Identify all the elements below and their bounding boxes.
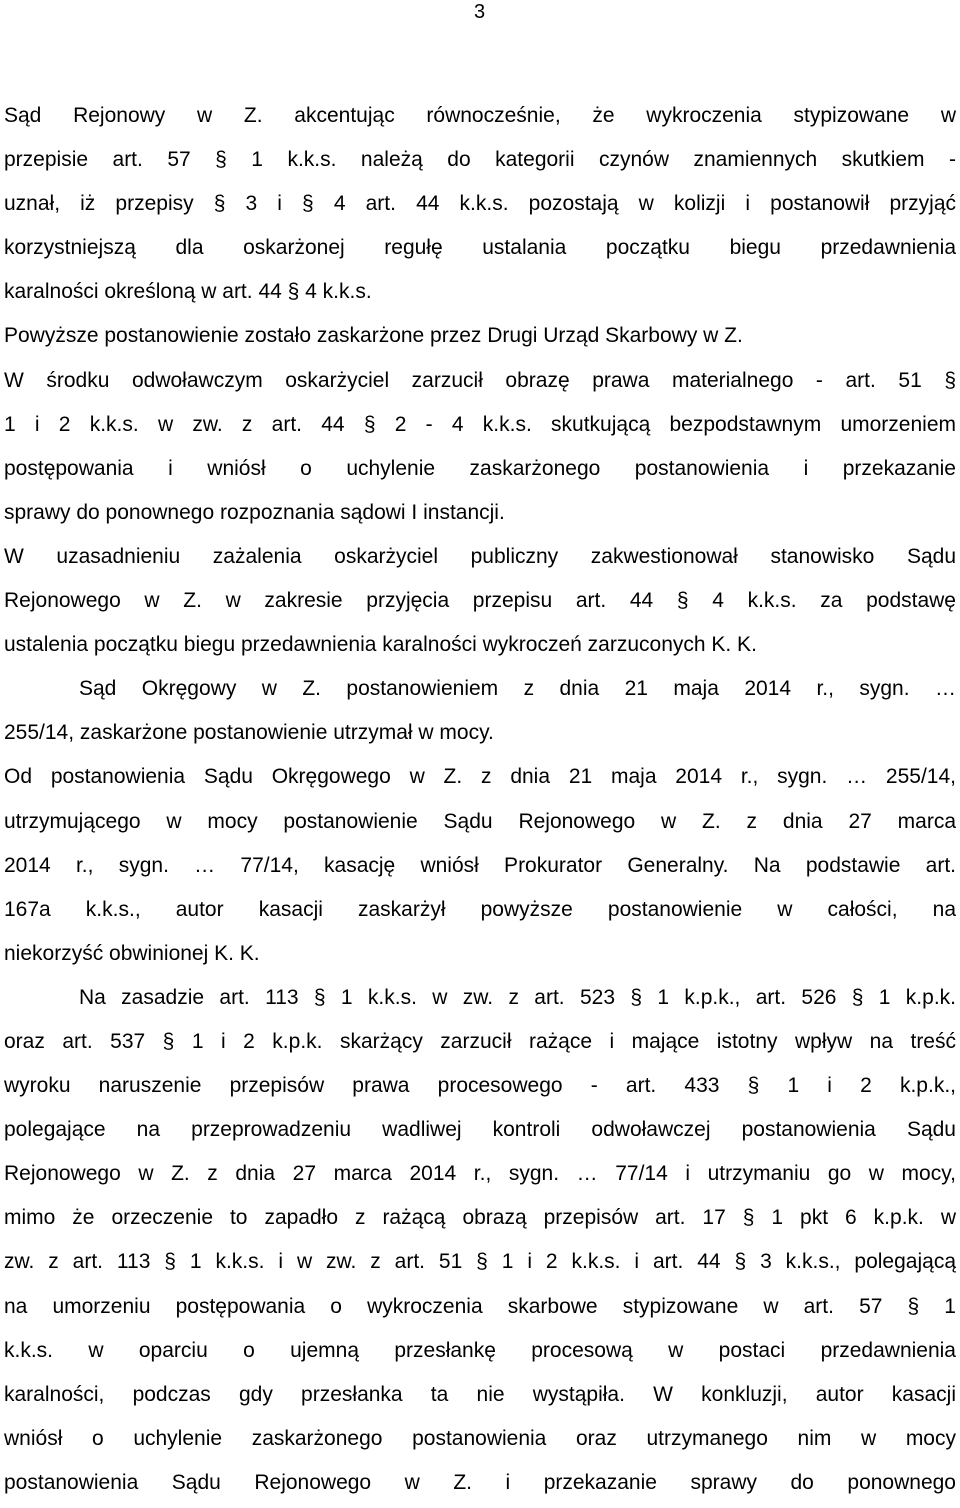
text-line: Powyższe postanowienie zostało zaskarżone przez Drugi Urząd Skarbowy w Z. <box>4 324 743 348</box>
text-line: Rejonowego w Z. z dnia 27 marca 2014 r., sygn. … 77/14 i utrzymaniu go w mocy, <box>4 1162 956 1186</box>
text-line: Na zasadzie art. 113 § 1 k.k.s. w zw. z art. 523 § 1 k.p.k., art. 526 § 1 k.p.k. <box>79 985 956 1009</box>
text-line: Od postanowienia Sądu Okręgowego w Z. z dnia 21 maja 2014 r., sygn. … 255/14, <box>4 765 956 789</box>
text-line: uznał, iż przepisy § 3 i § 4 art. 44 k.k.s. pozostają w kolizji i postanowił przyjąć <box>4 192 956 216</box>
text-line: sprawy do ponownego rozpoznania sądowi I instancji. <box>4 500 505 524</box>
text-line: niekorzyść obwinionej K. K. <box>4 941 260 965</box>
text-line: utrzymującego w mocy postanowienie Sądu Rejonowego w Z. z dnia 27 marca <box>4 809 956 833</box>
text-line: przepisie art. 57 § 1 k.k.s. należą do kategorii czynów znamiennych skutkiem - <box>4 148 956 172</box>
text-line: na umorzeniu postępowania o wykroczenia skarbowe stypizowane w art. 57 § 1 <box>4 1294 956 1318</box>
text-line: W środku odwoławczym oskarżyciel zarzucił obrazę prawa materialnego - art. 51 § <box>4 368 956 392</box>
text-line: postanowienia Sądu Rejonowego w Z. i przekazanie sprawy do ponownego <box>4 1470 956 1494</box>
text-line: 167a k.k.s., autor kasacji zaskarżył powyższe postanowienie w całości, na <box>4 897 956 921</box>
text-line: wyroku naruszenie przepisów prawa procesowego - art. 433 § 1 i 2 k.p.k., <box>4 1074 956 1098</box>
text-line: zw. z art. 113 § 1 k.k.s. i w zw. z art. 51 § 1 i 2 k.k.s. i art. 44 § 3 k.k.s., polegającą <box>4 1250 956 1274</box>
document-body <box>4 94 956 1505</box>
text-line: oraz art. 537 § 1 i 2 k.p.k. skarżący zarzucił rażące i mające istotny wpływ na treść <box>4 1029 956 1053</box>
text-line: polegające na przeprowadzeniu wadliwej kontroli odwoławczej postanowienia Sądu <box>4 1118 956 1142</box>
text-line: mimo że orzeczenie to zapadło z rażącą obrazą przepisów art. 17 § 1 pkt 6 k.p.k. w <box>4 1206 956 1230</box>
text-line: Sąd Rejonowy w Z. akcentując równocześnie, że wykroczenia stypizowane w <box>4 104 956 127</box>
text-line: Sąd Okręgowy w Z. postanowieniem z dnia 21 maja 2014 r., sygn. … <box>79 677 956 701</box>
text-line: karalności, podczas gdy przesłanka ta nie wystąpiła. W konkluzji, autor kasacji <box>4 1382 956 1406</box>
page-number: 3 <box>474 1 486 23</box>
text-line: Rejonowego w Z. w zakresie przyjęcia przepisu art. 44 § 4 k.k.s. za podstawę <box>4 589 956 613</box>
text-line: korzystniejszą dla oskarżonej regułę ustalania początku biegu przedawnienia <box>4 236 956 260</box>
text-line: postępowania i wniósł o uchylenie zaskarżonego postanowienia i przekazanie <box>4 456 956 480</box>
text-line: wniósł o uchylenie zaskarżonego postanowienia oraz utrzymanego nim w mocy <box>4 1426 956 1450</box>
text-line: k.k.s. w oparciu o ujemną przesłankę procesową w postaci przedawnienia <box>4 1338 956 1362</box>
text-line: karalności określoną w art. 44 § 4 k.k.s. <box>4 280 372 304</box>
text-line: 2014 r., sygn. … 77/14, kasację wniósł Prokurator Generalny. Na podstawie art. <box>4 853 956 877</box>
text-line: W uzasadnieniu zażalenia oskarżyciel publiczny zakwestionował stanowisko Sądu <box>4 544 956 568</box>
text-line: ustalenia początku biegu przedawnienia karalności wykroczeń zarzuconych K. K. <box>4 633 757 657</box>
text-line: 255/14, zaskarżone postanowienie utrzymał w mocy. <box>4 721 494 745</box>
text-line: 1 i 2 k.k.s. w zw. z art. 44 § 2 - 4 k.k.s. skutkującą bezpodstawnym umorzeniem <box>4 412 956 436</box>
